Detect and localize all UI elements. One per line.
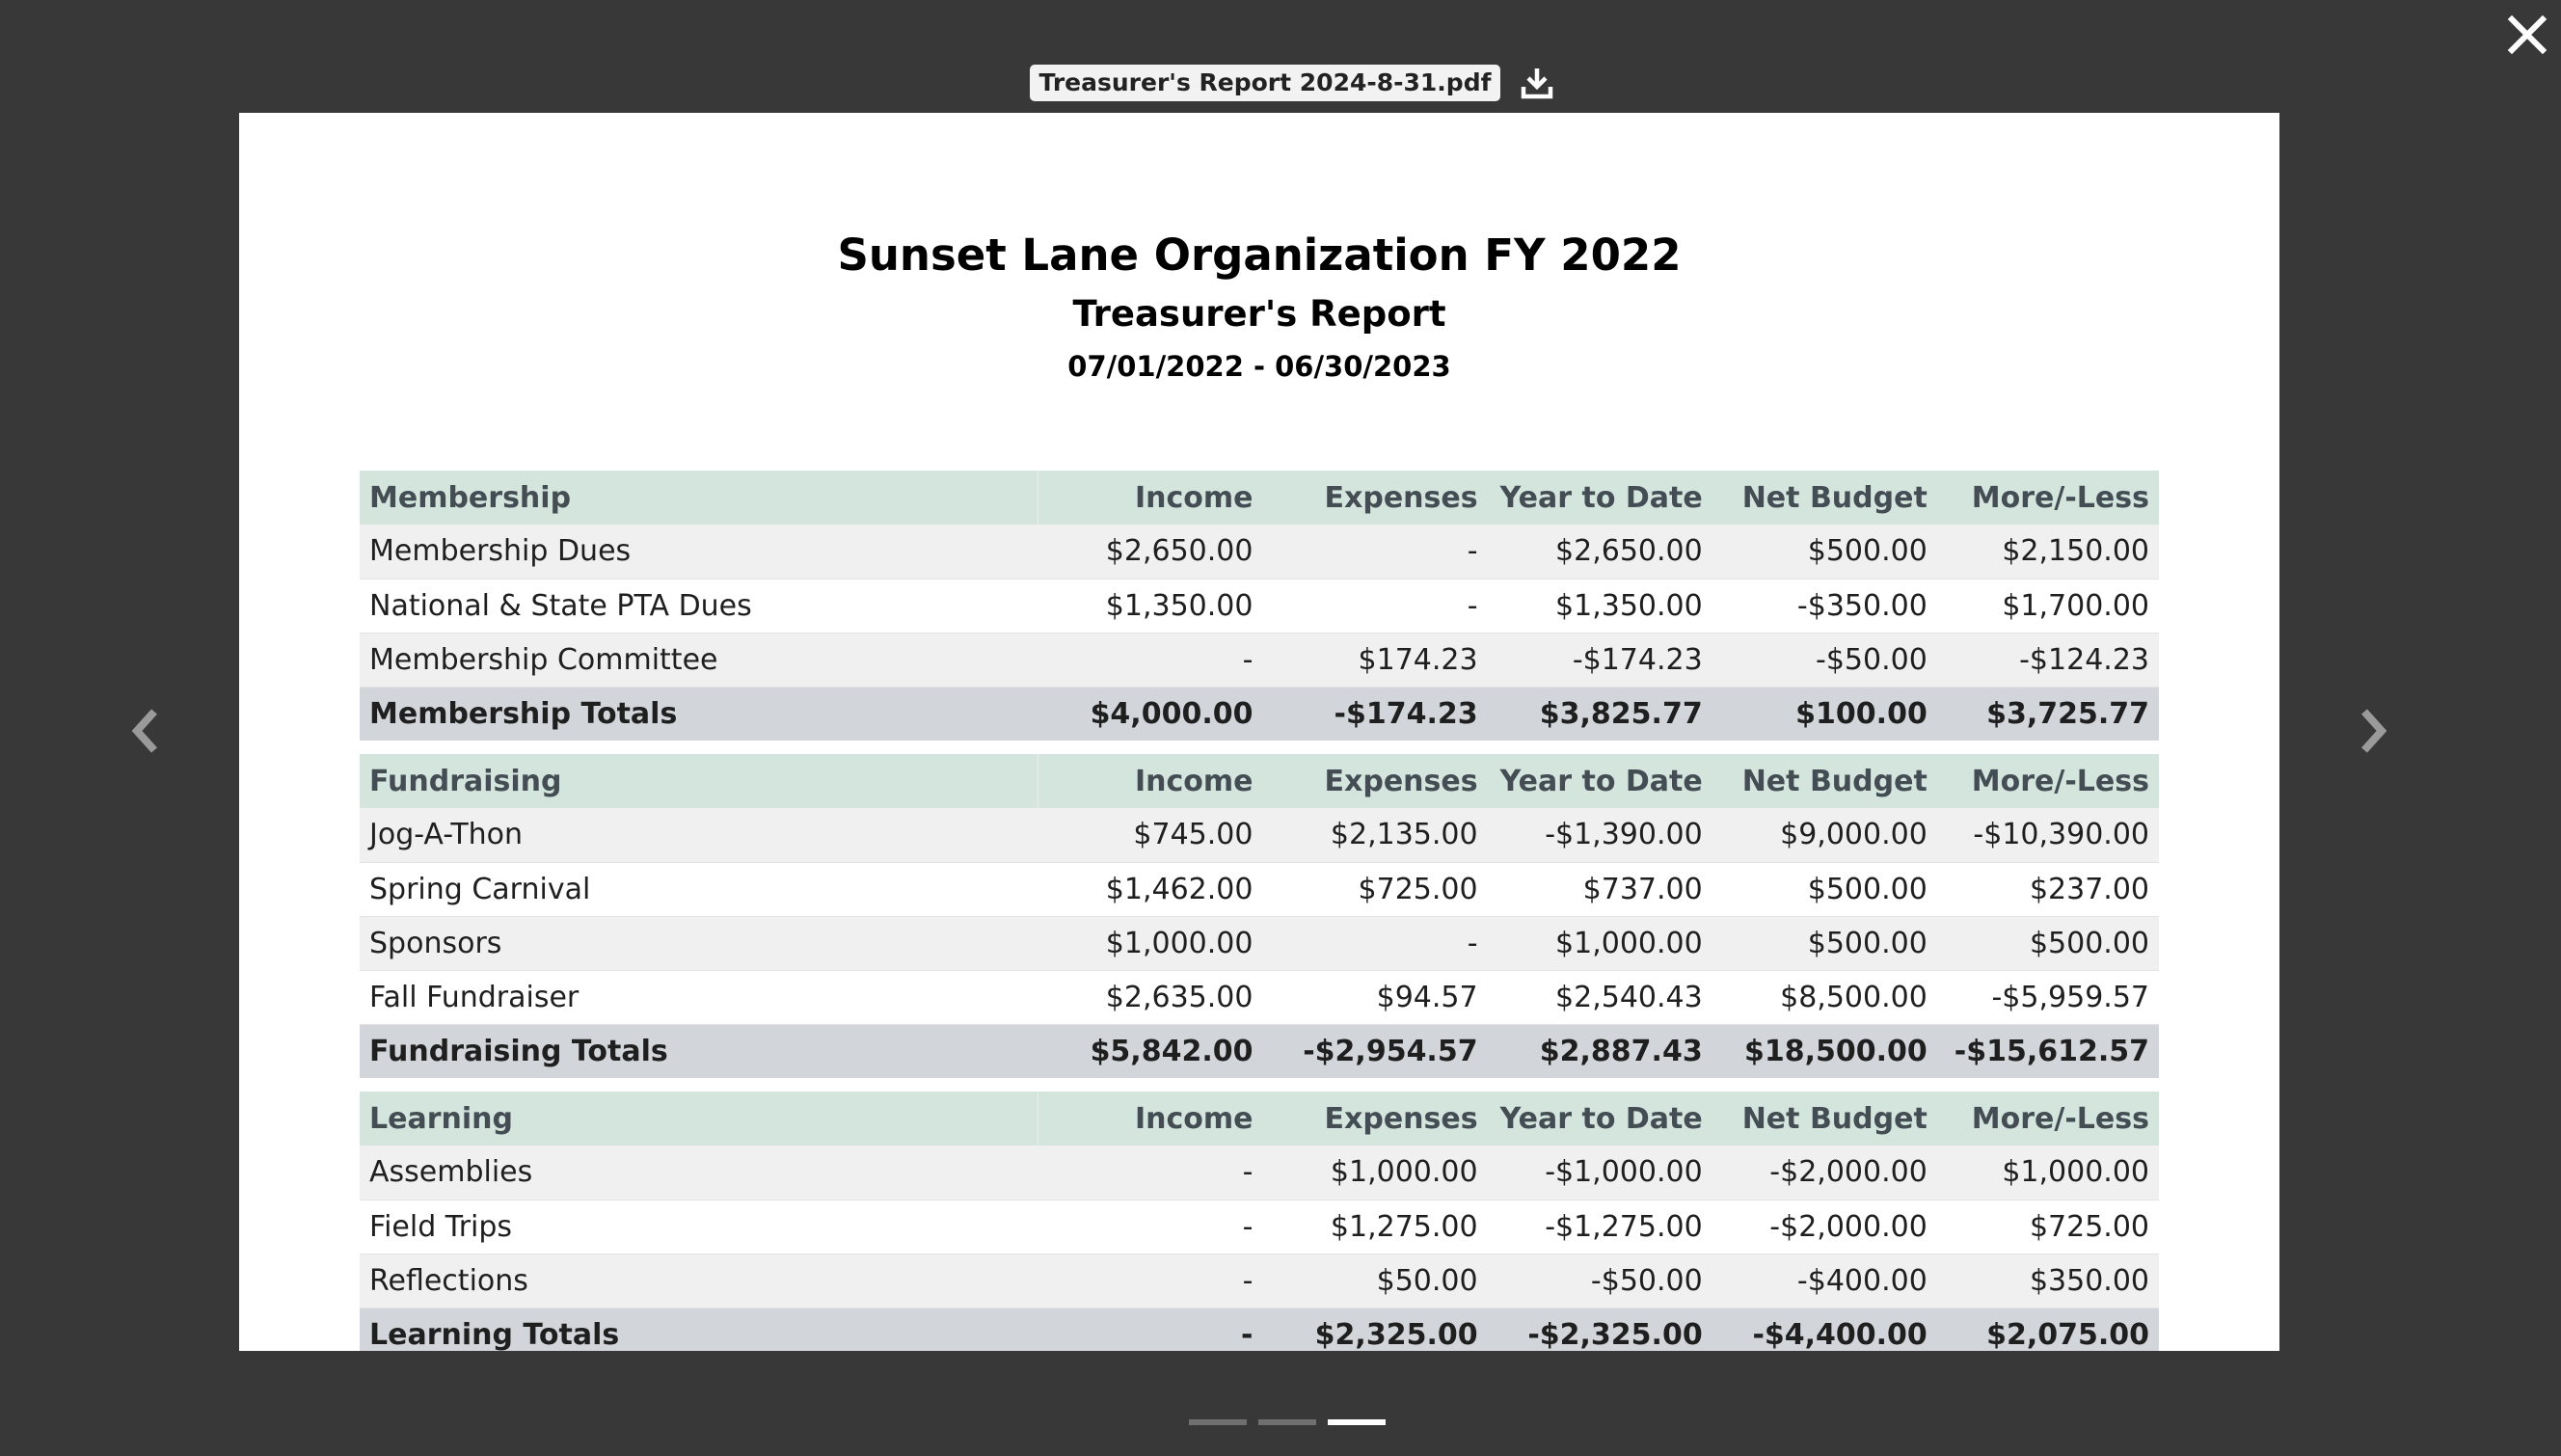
table-row — [360, 862, 2159, 916]
page-indicator-dot[interactable] — [1189, 1419, 1247, 1425]
row-value: $2,635.00 — [1038, 970, 1262, 1024]
column-header: More/-Less — [1937, 471, 2159, 525]
report-date-range: 07/01/2022 - 06/30/2023 — [1067, 350, 1451, 383]
table-row — [360, 1254, 2159, 1308]
row-value: - — [1038, 1200, 1262, 1254]
row-label: Reflections — [360, 1254, 1038, 1308]
row-label: National & State PTA Dues — [360, 579, 1038, 633]
row-value: $2,135.00 — [1262, 808, 1487, 862]
row-value: $2,150.00 — [1937, 525, 2159, 579]
row-label: Assemblies — [360, 1146, 1038, 1200]
row-value: -$124.23 — [1937, 633, 2159, 687]
row-label: Jog-A-Thon — [360, 808, 1038, 862]
total-value: -$2,325.00 — [1488, 1308, 1712, 1351]
row-label: Membership Dues — [360, 525, 1038, 579]
row-value: $350.00 — [1937, 1254, 2159, 1308]
row-value: $50.00 — [1262, 1254, 1487, 1308]
table-row — [360, 633, 2159, 687]
row-value: - — [1262, 916, 1487, 970]
row-value: $174.23 — [1262, 633, 1487, 687]
total-value: $100.00 — [1712, 687, 1937, 741]
total-value: $5,842.00 — [1038, 1024, 1262, 1078]
section-name: Membership — [360, 471, 1038, 525]
table-row — [360, 1146, 2159, 1200]
row-value: -$1,275.00 — [1488, 1200, 1712, 1254]
total-label: Membership Totals — [360, 687, 1038, 741]
chevron-left-icon — [123, 702, 166, 760]
column-header: Net Budget — [1712, 471, 1937, 525]
section-table — [360, 754, 2159, 1078]
download-icon[interactable] — [1520, 66, 1554, 100]
total-value: $2,075.00 — [1937, 1308, 2159, 1351]
table-row — [360, 525, 2159, 579]
table-row — [360, 579, 2159, 633]
column-header: Year to Date — [1488, 1092, 1712, 1146]
page-indicator-dot[interactable] — [1258, 1419, 1316, 1425]
column-header: Expenses — [1262, 471, 1487, 525]
column-header: Income — [1038, 1092, 1262, 1146]
column-header: Expenses — [1262, 1092, 1487, 1146]
page-indicator — [0, 1419, 2561, 1427]
row-value: $8,500.00 — [1712, 970, 1937, 1024]
document-page — [239, 113, 2279, 1351]
row-value: $1,350.00 — [1038, 579, 1262, 633]
row-value: $725.00 — [1937, 1200, 2159, 1254]
total-value: $2,325.00 — [1262, 1308, 1487, 1351]
column-header: More/-Less — [1937, 754, 2159, 808]
next-button[interactable] — [2353, 702, 2395, 760]
row-value: - — [1038, 1254, 1262, 1308]
column-header: More/-Less — [1937, 1092, 2159, 1146]
row-value: $1,700.00 — [1937, 579, 2159, 633]
row-value: $737.00 — [1488, 862, 1712, 916]
report-subtitle: Treasurer's Report — [1072, 293, 1446, 335]
table-row — [360, 1200, 2159, 1254]
total-label: Learning Totals — [360, 1308, 1038, 1351]
section-name: Fundraising — [360, 754, 1038, 808]
row-value: $500.00 — [1712, 916, 1937, 970]
column-header: Year to Date — [1488, 754, 1712, 808]
total-row — [360, 1308, 2159, 1351]
row-value: - — [1262, 579, 1487, 633]
table-row — [360, 916, 2159, 970]
section-header-row — [360, 1092, 2159, 1146]
total-value: -$174.23 — [1262, 687, 1487, 741]
section-header-row — [360, 754, 2159, 808]
section-header-row — [360, 471, 2159, 525]
row-value: $500.00 — [1712, 862, 1937, 916]
column-header: Year to Date — [1488, 471, 1712, 525]
row-value: -$350.00 — [1712, 579, 1937, 633]
row-label: Membership Committee — [360, 633, 1038, 687]
column-header: Income — [1038, 471, 1262, 525]
row-value: -$50.00 — [1488, 1254, 1712, 1308]
chevron-right-icon — [2353, 702, 2395, 760]
total-label: Fundraising Totals — [360, 1024, 1038, 1078]
row-value: -$2,000.00 — [1712, 1200, 1937, 1254]
close-button[interactable] — [2500, 8, 2554, 62]
row-value: $745.00 — [1038, 808, 1262, 862]
row-value: $2,650.00 — [1488, 525, 1712, 579]
total-value: -$15,612.57 — [1937, 1024, 2159, 1078]
row-value: $1,000.00 — [1038, 916, 1262, 970]
close-icon — [2500, 8, 2554, 62]
row-value: $9,000.00 — [1712, 808, 1937, 862]
total-row — [360, 1024, 2159, 1078]
row-value: - — [1262, 525, 1487, 579]
column-header: Income — [1038, 754, 1262, 808]
section-table — [360, 471, 2159, 741]
total-value: $18,500.00 — [1712, 1024, 1937, 1078]
row-value: $1,000.00 — [1937, 1146, 2159, 1200]
table-row — [360, 808, 2159, 862]
row-value: $1,350.00 — [1488, 579, 1712, 633]
row-value: $94.57 — [1262, 970, 1487, 1024]
section-name: Learning — [360, 1092, 1038, 1146]
row-value: $1,462.00 — [1038, 862, 1262, 916]
total-value: $4,000.00 — [1038, 687, 1262, 741]
row-label: Spring Carnival — [360, 862, 1038, 916]
row-value: -$10,390.00 — [1937, 808, 2159, 862]
section-table — [360, 1092, 2159, 1351]
total-value: $3,725.77 — [1937, 687, 2159, 741]
row-value: -$174.23 — [1488, 633, 1712, 687]
row-value: -$2,000.00 — [1712, 1146, 1937, 1200]
total-value: -$4,400.00 — [1712, 1308, 1937, 1351]
table-row — [360, 970, 2159, 1024]
row-value: - — [1038, 633, 1262, 687]
row-label: Fall Fundraiser — [360, 970, 1038, 1024]
row-label: Sponsors — [360, 916, 1038, 970]
row-value: $1,000.00 — [1262, 1146, 1487, 1200]
total-row — [360, 687, 2159, 741]
report-title: Sunset Lane Organization FY 2022 — [837, 229, 1682, 281]
previous-button[interactable] — [123, 702, 166, 760]
row-value: $2,650.00 — [1038, 525, 1262, 579]
row-value: -$400.00 — [1712, 1254, 1937, 1308]
row-value: $1,000.00 — [1488, 916, 1712, 970]
total-value: - — [1038, 1308, 1262, 1351]
total-value: $3,825.77 — [1488, 687, 1712, 741]
file-name-label[interactable]: Treasurer's Report 2024-8-31.pdf — [1030, 65, 1501, 101]
row-value: $2,540.43 — [1488, 970, 1712, 1024]
row-value: -$1,390.00 — [1488, 808, 1712, 862]
total-value: -$2,954.57 — [1262, 1024, 1487, 1078]
row-value: $500.00 — [1712, 525, 1937, 579]
row-value: -$5,959.57 — [1937, 970, 2159, 1024]
report-tables — [360, 471, 2159, 1351]
column-header: Net Budget — [1712, 1092, 1937, 1146]
row-value: -$1,000.00 — [1488, 1146, 1712, 1200]
row-value: $500.00 — [1937, 916, 2159, 970]
row-value: $725.00 — [1262, 862, 1487, 916]
column-header: Net Budget — [1712, 754, 1937, 808]
file-bar — [0, 64, 2561, 102]
row-value: $237.00 — [1937, 862, 2159, 916]
column-header: Expenses — [1262, 754, 1487, 808]
row-value: -$50.00 — [1712, 633, 1937, 687]
page-indicator-dot[interactable] — [1328, 1419, 1386, 1425]
total-value: $2,887.43 — [1488, 1024, 1712, 1078]
row-label: Field Trips — [360, 1200, 1038, 1254]
row-value: - — [1038, 1146, 1262, 1200]
row-value: $1,275.00 — [1262, 1200, 1487, 1254]
